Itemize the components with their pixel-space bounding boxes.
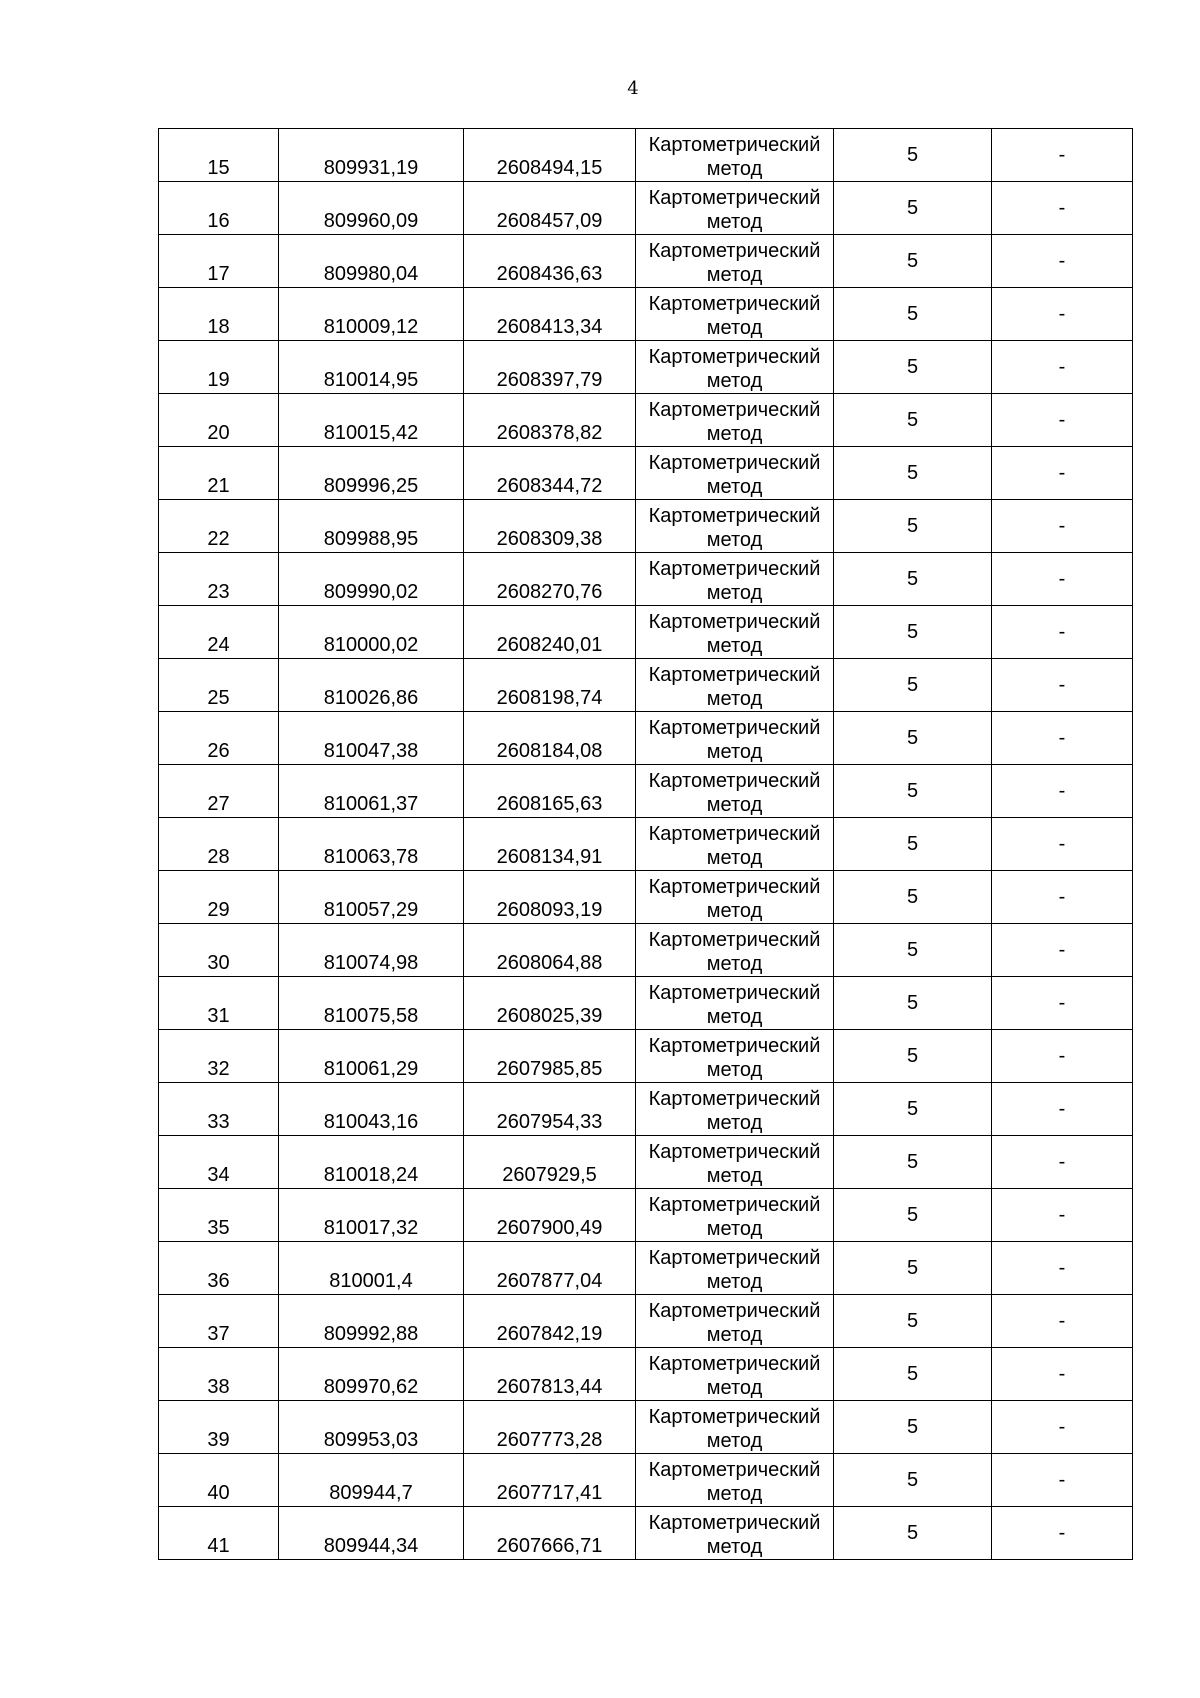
accuracy-cell: 5 xyxy=(834,1401,992,1454)
note-cell: - xyxy=(992,235,1133,288)
x-coordinate-cell: 810074,98 xyxy=(279,924,464,977)
accuracy-cell: 5 xyxy=(834,1507,992,1560)
note-cell: - xyxy=(992,1242,1133,1295)
x-coordinate-cell: 810047,38 xyxy=(279,712,464,765)
method-cell: Картометрический метод xyxy=(636,712,834,765)
method-cell: Картометрический метод xyxy=(636,606,834,659)
accuracy-cell: 5 xyxy=(834,553,992,606)
x-coordinate-cell: 810000,02 xyxy=(279,606,464,659)
method-cell: Картометрический метод xyxy=(636,1189,834,1242)
point-number-cell: 25 xyxy=(159,659,279,712)
method-cell: Картометрический метод xyxy=(636,1030,834,1083)
table-row xyxy=(159,659,1133,712)
method-cell: Картометрический метод xyxy=(636,553,834,606)
note-cell: - xyxy=(992,288,1133,341)
point-number-cell: 23 xyxy=(159,553,279,606)
point-number-cell: 17 xyxy=(159,235,279,288)
accuracy-cell: 5 xyxy=(834,606,992,659)
accuracy-cell: 5 xyxy=(834,1295,992,1348)
x-coordinate-cell: 809990,02 xyxy=(279,553,464,606)
x-coordinate-cell: 810043,16 xyxy=(279,1083,464,1136)
y-coordinate-cell: 2608198,74 xyxy=(464,659,636,712)
x-coordinate-cell: 810063,78 xyxy=(279,818,464,871)
note-cell: - xyxy=(992,1295,1133,1348)
x-coordinate-cell: 810057,29 xyxy=(279,871,464,924)
method-cell: Картометрический метод xyxy=(636,129,834,182)
note-cell: - xyxy=(992,1189,1133,1242)
y-coordinate-cell: 2607877,04 xyxy=(464,1242,636,1295)
table-row xyxy=(159,341,1133,394)
method-cell: Картометрический метод xyxy=(636,235,834,288)
table-row xyxy=(159,712,1133,765)
table-row xyxy=(159,1454,1133,1507)
note-cell: - xyxy=(992,1136,1133,1189)
y-coordinate-cell: 2608134,91 xyxy=(464,818,636,871)
point-number-cell: 32 xyxy=(159,1030,279,1083)
accuracy-cell: 5 xyxy=(834,871,992,924)
coordinates-table xyxy=(158,128,1133,1560)
note-cell: - xyxy=(992,977,1133,1030)
y-coordinate-cell: 2608025,39 xyxy=(464,977,636,1030)
accuracy-cell: 5 xyxy=(834,1454,992,1507)
y-coordinate-cell: 2608093,19 xyxy=(464,871,636,924)
accuracy-cell: 5 xyxy=(834,129,992,182)
note-cell: - xyxy=(992,818,1133,871)
point-number-cell: 38 xyxy=(159,1348,279,1401)
x-coordinate-cell: 809996,25 xyxy=(279,447,464,500)
method-cell: Картометрический метод xyxy=(636,1083,834,1136)
accuracy-cell: 5 xyxy=(834,1083,992,1136)
coordinates-table-body xyxy=(159,129,1133,1560)
method-cell: Картометрический метод xyxy=(636,659,834,712)
y-coordinate-cell: 2608378,82 xyxy=(464,394,636,447)
y-coordinate-cell: 2608436,63 xyxy=(464,235,636,288)
y-coordinate-cell: 2607985,85 xyxy=(464,1030,636,1083)
point-number-cell: 40 xyxy=(159,1454,279,1507)
table-row xyxy=(159,182,1133,235)
accuracy-cell: 5 xyxy=(834,235,992,288)
accuracy-cell: 5 xyxy=(834,818,992,871)
method-cell: Картометрический метод xyxy=(636,447,834,500)
note-cell: - xyxy=(992,1083,1133,1136)
point-number-cell: 24 xyxy=(159,606,279,659)
accuracy-cell: 5 xyxy=(834,1348,992,1401)
note-cell: - xyxy=(992,765,1133,818)
note-cell: - xyxy=(992,341,1133,394)
accuracy-cell: 5 xyxy=(834,659,992,712)
table-row xyxy=(159,765,1133,818)
y-coordinate-cell: 2608457,09 xyxy=(464,182,636,235)
method-cell: Картометрический метод xyxy=(636,818,834,871)
page-number: 4 xyxy=(627,78,639,99)
table-row xyxy=(159,129,1133,182)
method-cell: Картометрический метод xyxy=(636,924,834,977)
note-cell: - xyxy=(992,553,1133,606)
note-cell: - xyxy=(992,394,1133,447)
x-coordinate-cell: 809944,7 xyxy=(279,1454,464,1507)
y-coordinate-cell: 2608494,15 xyxy=(464,129,636,182)
table-row xyxy=(159,553,1133,606)
accuracy-cell: 5 xyxy=(834,712,992,765)
x-coordinate-cell: 810015,42 xyxy=(279,394,464,447)
table-row xyxy=(159,1242,1133,1295)
method-cell: Картометрический метод xyxy=(636,1348,834,1401)
y-coordinate-cell: 2607842,19 xyxy=(464,1295,636,1348)
y-coordinate-cell: 2607900,49 xyxy=(464,1189,636,1242)
note-cell: - xyxy=(992,1030,1133,1083)
point-number-cell: 20 xyxy=(159,394,279,447)
y-coordinate-cell: 2608397,79 xyxy=(464,341,636,394)
method-cell: Картометрический метод xyxy=(636,1454,834,1507)
method-cell: Картометрический метод xyxy=(636,341,834,394)
method-cell: Картометрический метод xyxy=(636,1401,834,1454)
method-cell: Картометрический метод xyxy=(636,1136,834,1189)
table-row xyxy=(159,1348,1133,1401)
x-coordinate-cell: 809988,95 xyxy=(279,500,464,553)
note-cell: - xyxy=(992,1507,1133,1560)
table-row xyxy=(159,871,1133,924)
y-coordinate-cell: 2608240,01 xyxy=(464,606,636,659)
y-coordinate-cell: 2608413,34 xyxy=(464,288,636,341)
method-cell: Картометрический метод xyxy=(636,871,834,924)
table-row xyxy=(159,1189,1133,1242)
note-cell: - xyxy=(992,500,1133,553)
point-number-cell: 34 xyxy=(159,1136,279,1189)
note-cell: - xyxy=(992,1401,1133,1454)
table-row xyxy=(159,235,1133,288)
point-number-cell: 39 xyxy=(159,1401,279,1454)
point-number-cell: 31 xyxy=(159,977,279,1030)
point-number-cell: 33 xyxy=(159,1083,279,1136)
method-cell: Картометрический метод xyxy=(636,765,834,818)
x-coordinate-cell: 810018,24 xyxy=(279,1136,464,1189)
x-coordinate-cell: 809992,88 xyxy=(279,1295,464,1348)
point-number-cell: 21 xyxy=(159,447,279,500)
y-coordinate-cell: 2607717,41 xyxy=(464,1454,636,1507)
accuracy-cell: 5 xyxy=(834,977,992,1030)
method-cell: Картометрический метод xyxy=(636,977,834,1030)
method-cell: Картометрический метод xyxy=(636,288,834,341)
note-cell: - xyxy=(992,129,1133,182)
x-coordinate-cell: 810061,37 xyxy=(279,765,464,818)
y-coordinate-cell: 2608344,72 xyxy=(464,447,636,500)
point-number-cell: 26 xyxy=(159,712,279,765)
table-row xyxy=(159,1401,1133,1454)
x-coordinate-cell: 810014,95 xyxy=(279,341,464,394)
x-coordinate-cell: 810026,86 xyxy=(279,659,464,712)
y-coordinate-cell: 2607929,5 xyxy=(464,1136,636,1189)
accuracy-cell: 5 xyxy=(834,765,992,818)
accuracy-cell: 5 xyxy=(834,1242,992,1295)
table-row xyxy=(159,977,1133,1030)
accuracy-cell: 5 xyxy=(834,1136,992,1189)
accuracy-cell: 5 xyxy=(834,182,992,235)
y-coordinate-cell: 2608184,08 xyxy=(464,712,636,765)
note-cell: - xyxy=(992,447,1133,500)
method-cell: Картометрический метод xyxy=(636,500,834,553)
table-row xyxy=(159,606,1133,659)
x-coordinate-cell: 810017,32 xyxy=(279,1189,464,1242)
accuracy-cell: 5 xyxy=(834,924,992,977)
x-coordinate-cell: 810001,4 xyxy=(279,1242,464,1295)
y-coordinate-cell: 2607666,71 xyxy=(464,1507,636,1560)
y-coordinate-cell: 2607773,28 xyxy=(464,1401,636,1454)
x-coordinate-cell: 809953,03 xyxy=(279,1401,464,1454)
x-coordinate-cell: 809970,62 xyxy=(279,1348,464,1401)
x-coordinate-cell: 810061,29 xyxy=(279,1030,464,1083)
accuracy-cell: 5 xyxy=(834,1189,992,1242)
y-coordinate-cell: 2607954,33 xyxy=(464,1083,636,1136)
table-row xyxy=(159,1507,1133,1560)
accuracy-cell: 5 xyxy=(834,1030,992,1083)
point-number-cell: 30 xyxy=(159,924,279,977)
method-cell: Картометрический метод xyxy=(636,1242,834,1295)
method-cell: Картометрический метод xyxy=(636,182,834,235)
accuracy-cell: 5 xyxy=(834,288,992,341)
accuracy-cell: 5 xyxy=(834,500,992,553)
table-row xyxy=(159,394,1133,447)
point-number-cell: 18 xyxy=(159,288,279,341)
point-number-cell: 27 xyxy=(159,765,279,818)
point-number-cell: 15 xyxy=(159,129,279,182)
note-cell: - xyxy=(992,659,1133,712)
point-number-cell: 36 xyxy=(159,1242,279,1295)
x-coordinate-cell: 809944,34 xyxy=(279,1507,464,1560)
point-number-cell: 29 xyxy=(159,871,279,924)
note-cell: - xyxy=(992,924,1133,977)
table-row xyxy=(159,500,1133,553)
point-number-cell: 41 xyxy=(159,1507,279,1560)
accuracy-cell: 5 xyxy=(834,447,992,500)
y-coordinate-cell: 2608309,38 xyxy=(464,500,636,553)
table-row xyxy=(159,1136,1133,1189)
note-cell: - xyxy=(992,1348,1133,1401)
accuracy-cell: 5 xyxy=(834,341,992,394)
point-number-cell: 16 xyxy=(159,182,279,235)
y-coordinate-cell: 2608165,63 xyxy=(464,765,636,818)
point-number-cell: 28 xyxy=(159,818,279,871)
point-number-cell: 35 xyxy=(159,1189,279,1242)
table-row xyxy=(159,818,1133,871)
note-cell: - xyxy=(992,871,1133,924)
note-cell: - xyxy=(992,606,1133,659)
x-coordinate-cell: 810009,12 xyxy=(279,288,464,341)
note-cell: - xyxy=(992,712,1133,765)
table-row xyxy=(159,288,1133,341)
y-coordinate-cell: 2608064,88 xyxy=(464,924,636,977)
point-number-cell: 37 xyxy=(159,1295,279,1348)
x-coordinate-cell: 810075,58 xyxy=(279,977,464,1030)
point-number-cell: 22 xyxy=(159,500,279,553)
method-cell: Картометрический метод xyxy=(636,1507,834,1560)
table-row xyxy=(159,447,1133,500)
note-cell: - xyxy=(992,1454,1133,1507)
x-coordinate-cell: 809931,19 xyxy=(279,129,464,182)
method-cell: Картометрический метод xyxy=(636,394,834,447)
point-number-cell: 19 xyxy=(159,341,279,394)
note-cell: - xyxy=(992,182,1133,235)
method-cell: Картометрический метод xyxy=(636,1295,834,1348)
accuracy-cell: 5 xyxy=(834,394,992,447)
table-row xyxy=(159,1295,1133,1348)
x-coordinate-cell: 809980,04 xyxy=(279,235,464,288)
x-coordinate-cell: 809960,09 xyxy=(279,182,464,235)
table-row xyxy=(159,1030,1133,1083)
table-row xyxy=(159,924,1133,977)
table-row xyxy=(159,1083,1133,1136)
y-coordinate-cell: 2607813,44 xyxy=(464,1348,636,1401)
y-coordinate-cell: 2608270,76 xyxy=(464,553,636,606)
